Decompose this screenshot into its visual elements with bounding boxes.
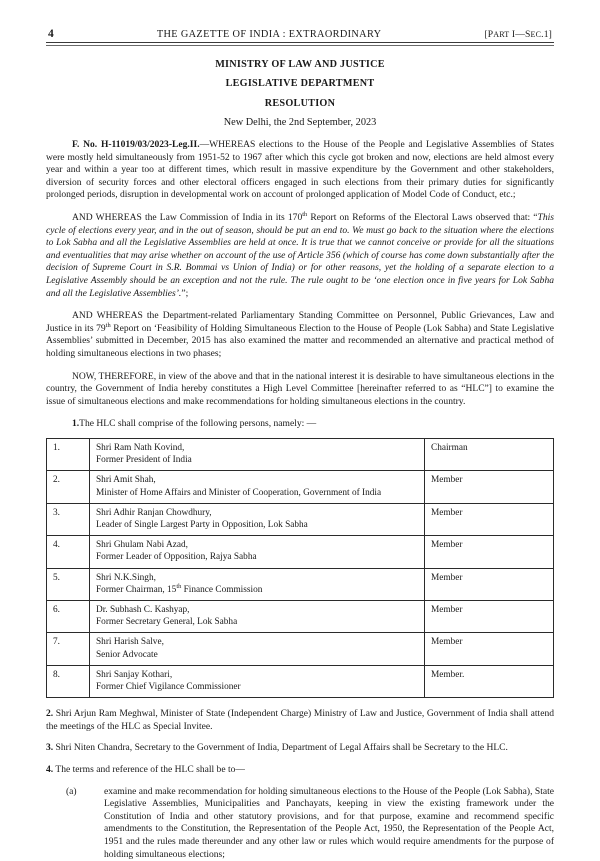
row-serial-number: 5. <box>47 568 90 600</box>
row-role: Member <box>425 503 554 535</box>
clause-4-number: 4. <box>46 764 54 775</box>
table-row <box>47 601 554 633</box>
paragraph-1-text: —WHEREAS elections to the House of the People and Legislative Assemblies of States were mostly held simultaneously from 1951-52 to 1967 after which this cycle got broken and now, elections are held almost every year and within a year too at different times, which result in massive expenditure by the Government and other stakeholders, diversion of security forces and other electoral officers engaged in such elections from their primary duties for significantly prolonged periods, disruption in developmental work on account of prolonged application of Model Code of Conduct, etc.; <box>46 139 554 201</box>
member-designation: Former Chairman, 15th Finance Commission <box>96 582 263 595</box>
subclause-a-marker: (a) <box>66 785 77 797</box>
row-role: Member. <box>425 665 554 697</box>
page-number: 4 <box>48 28 54 40</box>
clause-2 <box>46 708 554 733</box>
row-serial-number: 2. <box>47 471 90 503</box>
document-type-heading: RESOLUTION <box>264 97 336 109</box>
row-member <box>90 633 425 665</box>
row-serial-number: 1. <box>47 438 90 470</box>
paragraph-2-lead: AND WHEREAS the Law Commission of India in its 170 <box>72 212 303 224</box>
row-serial-number: 8. <box>47 665 90 697</box>
row-role: Member <box>425 568 554 600</box>
member-name: Shri Ghulam Nabi Azad, <box>96 540 188 551</box>
part-section-label: [PART I—SEC.1] <box>484 29 552 40</box>
row-member <box>90 536 425 568</box>
member-designation: Former Leader of Opposition, Rajya Sabha <box>96 552 257 563</box>
row-serial-number: 6. <box>47 601 90 633</box>
ministry-heading: MINISTRY OF LAW AND JUSTICE <box>215 58 385 70</box>
paragraph-whereas-1 <box>46 139 554 202</box>
row-role: Member <box>425 601 554 633</box>
paragraph-whereas-law-commission <box>46 212 554 300</box>
law-commission-quotation: This cycle of elections every year, and in the out of season, should be put an end to. We must go back to the situation where the elections to Lok Sabha and all the Legislative Assemblies are held at once. It is true that we cannot conceive or provide for all the situations and eventualities that may arise whether on account of the use of Article 356 (which of course has come down substantially after the decision of Supreme Court in S.R. Bommai vs Union of India) or for other reasons, yet the holding of a separate election to a Legislative Assembly should be an exception and not the rule. The rule ought to be ‘one election once in five years for Lok Sabha and all the Legislative Assemblies’. <box>46 212 554 299</box>
subclause-a-text: examine and make recommendation for holding simultaneous elections to the House of the People (Lok Sabha), State Legislative Assemblies, Municipalities and Panchayats, keeping in view the existing framework under the Constitution of India and other statutory provisions, and for that purpose, examine and recommend specific amendments to the Constitution, the Representation of the People Act, 1950, the Representation of the People Act, 1951 and the rules made thereunder and any other law or rules which would require amendments for the purpose of holding simultaneous elections; <box>104 785 554 860</box>
member-name: Shri Amit Shah, <box>96 475 156 486</box>
row-role: Chairman <box>425 438 554 470</box>
member-name: Shri Adhir Ranjan Chowdhury, <box>96 507 212 518</box>
paragraph-3-lead: AND WHEREAS the Department-related Parliamentary Standing Committee on Personnel, Public Grievances, Law and Justice in its 79 <box>46 310 554 334</box>
clause-2-number: 2. <box>46 708 54 720</box>
subclause-a <box>46 786 554 861</box>
hlc-members-table <box>46 438 554 698</box>
row-role: Member <box>425 536 554 568</box>
ordinal-suffix-170: th <box>302 210 308 218</box>
table-row <box>47 665 554 697</box>
table-row <box>47 503 554 535</box>
member-name: Shri Harish Salve, <box>96 637 164 648</box>
hlc-composition-intro-text: The HLC shall comprise of the following persons, namely: — <box>79 418 317 430</box>
row-member <box>90 438 425 470</box>
hlc-members-table-body <box>47 438 554 697</box>
clause-4 <box>46 764 554 777</box>
table-row <box>47 438 554 470</box>
row-member <box>90 601 425 633</box>
paragraph-2-mid: Report on Reforms of the Electoral Laws observed that: “ <box>307 212 538 224</box>
table-row <box>47 471 554 503</box>
row-serial-number: 4. <box>47 536 90 568</box>
member-name: Shri Ram Nath Kovind, <box>96 442 185 453</box>
dateline: New Delhi, the 2nd September, 2023 <box>223 117 377 129</box>
ordinal-suffix-79: th <box>105 321 111 329</box>
row-role: Member <box>425 471 554 503</box>
paragraph-whereas-standing-committee <box>46 310 554 360</box>
table-row <box>47 536 554 568</box>
hlc-composition-intro <box>46 418 554 431</box>
header-rule <box>46 42 554 46</box>
gazette-title: THE GAZETTE OF INDIA : EXTRAORDINARY <box>156 29 382 40</box>
clause-2-text: Shri Arjun Ram Meghwal, Minister of State (Independent Charge) Ministry of Law and Justice, Government of India shall attend the meetings of the HLC as Special Invitee. <box>46 708 554 732</box>
running-head <box>46 28 554 42</box>
row-serial-number: 7. <box>47 633 90 665</box>
row-serial-number: 3. <box>47 503 90 535</box>
department-heading: LEGISLATIVE DEPARTMENT <box>225 78 375 90</box>
row-member <box>90 665 425 697</box>
file-number: F. No. H-11019/03/2023-Leg.II. <box>72 139 200 151</box>
clause-3-text: Shri Niten Chandra, Secretary to the Government of India, Department of Legal Affairs shall be Secretary to the HLC. <box>53 742 508 754</box>
paragraph-2-close: ”; <box>181 287 189 299</box>
table-row <box>47 568 554 600</box>
table-row <box>47 633 554 665</box>
paragraph-3-text: Report on ‘Feasibility of Holding Simultaneous Election to the House of People (Lok Sabha) and State Legislative Assemblies’ submitted in December, 2015 has also examined the matter and recommended an alternative and practical method of holding simultaneous elections in two phases; <box>46 322 555 359</box>
row-member <box>90 568 425 600</box>
row-member <box>90 471 425 503</box>
row-role: Member <box>425 633 554 665</box>
member-name: Shri N.K.Singh, <box>96 572 156 583</box>
member-name: Dr. Subhash C. Kashyap, <box>96 605 190 615</box>
clause-3 <box>46 742 554 755</box>
member-designation: Minister of Home Affairs and Minister of Cooperation, Government of India <box>96 487 382 498</box>
paragraph-now-therefore: NOW, THEREFORE, in view of the above and that in the national interest it is desirable to have simultaneous elections in the country, the Government of India hereby constitutes a High Level Committee [hereinafter referred to as “HLC”] to examine the issue of simultaneous elections and make recommendations for holding simultaneous elections in the country. <box>46 370 554 407</box>
row-member <box>90 503 425 535</box>
member-name: Shri Sanjay Kothari, <box>96 669 173 680</box>
member-designation: Senior Advocate <box>96 649 158 660</box>
member-designation: Former Secretary General, Lok Sabha <box>96 617 238 628</box>
member-designation: Former Chief Vigilance Commissioner <box>96 682 241 693</box>
clause-number-1: 1. <box>72 418 80 430</box>
member-designation: Leader of Single Largest Party in Opposition, Lok Sabha <box>96 519 308 530</box>
clause-3-number: 3. <box>46 742 54 754</box>
clause-4-text: The terms and reference of the HLC shall be to— <box>53 764 245 775</box>
member-designation: Former President of India <box>96 455 192 466</box>
